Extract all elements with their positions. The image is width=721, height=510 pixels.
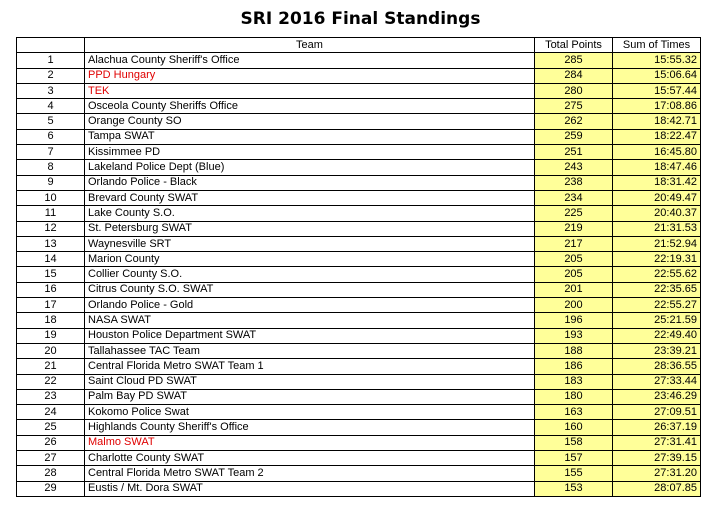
table-row <box>17 221 701 236</box>
rank-cell: 18 <box>17 313 85 328</box>
table-row <box>17 420 701 435</box>
table-row <box>17 53 701 68</box>
table-row <box>17 389 701 404</box>
sum-of-times-cell: 25:21.59 <box>613 313 701 328</box>
rank-cell: 16 <box>17 282 85 297</box>
table-row <box>17 298 701 313</box>
sum-of-times-cell: 15:57.44 <box>613 83 701 98</box>
sum-of-times-cell: 22:35.65 <box>613 282 701 297</box>
team-name-cell: Collier County S.O. <box>85 267 535 282</box>
table-row <box>17 435 701 450</box>
total-points-cell: 234 <box>535 190 613 205</box>
rank-cell: 15 <box>17 267 85 282</box>
table-row <box>17 343 701 358</box>
standings-body <box>17 53 701 497</box>
total-points-cell: 193 <box>535 328 613 343</box>
sum-of-times-cell: 27:33.44 <box>613 374 701 389</box>
sum-of-times-cell: 21:52.94 <box>613 236 701 251</box>
sum-of-times-cell: 28:36.55 <box>613 359 701 374</box>
total-points-cell: 157 <box>535 451 613 466</box>
team-name-cell: PPD Hungary <box>85 68 535 83</box>
sum-of-times-cell: 22:55.62 <box>613 267 701 282</box>
team-name-cell: Saint Cloud PD SWAT <box>85 374 535 389</box>
table-row <box>17 405 701 420</box>
total-points-cell: 153 <box>535 481 613 496</box>
rank-cell: 20 <box>17 343 85 358</box>
total-points-cell: 251 <box>535 145 613 160</box>
team-name-cell: St. Petersburg SWAT <box>85 221 535 236</box>
sum-of-times-cell: 23:39.21 <box>613 343 701 358</box>
sum-of-times-cell: 22:55.27 <box>613 298 701 313</box>
sum-of-times-cell: 21:31.53 <box>613 221 701 236</box>
total-points-cell: 188 <box>535 343 613 358</box>
total-points-cell: 275 <box>535 99 613 114</box>
rank-cell: 21 <box>17 359 85 374</box>
standings-table <box>16 37 701 497</box>
rank-cell: 9 <box>17 175 85 190</box>
team-name-cell: Citrus County S.O. SWAT <box>85 282 535 297</box>
team-name-cell: Kokomo Police Swat <box>85 405 535 420</box>
team-name-cell: Tampa SWAT <box>85 129 535 144</box>
rank-cell: 28 <box>17 466 85 481</box>
team-name-cell: Waynesville SRT <box>85 236 535 251</box>
team-name-cell: Marion County <box>85 252 535 267</box>
sum-of-times-cell: 18:42.71 <box>613 114 701 129</box>
table-row <box>17 451 701 466</box>
team-name-cell: Osceola County Sheriffs Office <box>85 99 535 114</box>
rank-cell: 23 <box>17 389 85 404</box>
team-name-cell: Orlando Police - Black <box>85 175 535 190</box>
sum-of-times-cell: 15:06.64 <box>613 68 701 83</box>
team-name-cell: Orlando Police - Gold <box>85 298 535 313</box>
sum-of-times-cell: 27:31.41 <box>613 435 701 450</box>
total-points-cell: 262 <box>535 114 613 129</box>
table-row <box>17 466 701 481</box>
total-points-cell: 183 <box>535 374 613 389</box>
sum-of-times-cell: 22:49.40 <box>613 328 701 343</box>
table-row <box>17 206 701 221</box>
table-row <box>17 252 701 267</box>
team-name-cell: Tallahassee TAC Team <box>85 343 535 358</box>
total-points-cell: 160 <box>535 420 613 435</box>
total-points-cell: 155 <box>535 466 613 481</box>
rank-cell: 26 <box>17 435 85 450</box>
team-column-header: Team <box>85 38 535 53</box>
sum-of-times-column-header: Sum of Times <box>613 38 701 53</box>
rank-cell: 14 <box>17 252 85 267</box>
team-name-cell: Houston Police Department SWAT <box>85 328 535 343</box>
rank-cell: 19 <box>17 328 85 343</box>
sum-of-times-cell: 27:09.51 <box>613 405 701 420</box>
table-row <box>17 175 701 190</box>
rank-cell: 3 <box>17 83 85 98</box>
rank-cell: 13 <box>17 236 85 251</box>
rank-cell: 17 <box>17 298 85 313</box>
rank-cell: 4 <box>17 99 85 114</box>
table-row <box>17 282 701 297</box>
table-row <box>17 359 701 374</box>
table-row <box>17 190 701 205</box>
team-name-cell: Orange County SO <box>85 114 535 129</box>
sum-of-times-cell: 28:07.85 <box>613 481 701 496</box>
sum-of-times-cell: 16:45.80 <box>613 145 701 160</box>
sum-of-times-cell: 18:22.47 <box>613 129 701 144</box>
team-name-cell: Alachua County Sheriff's Office <box>85 53 535 68</box>
team-name-cell: Central Florida Metro SWAT Team 1 <box>85 359 535 374</box>
total-points-cell: 284 <box>535 68 613 83</box>
rank-cell: 5 <box>17 114 85 129</box>
total-points-cell: 259 <box>535 129 613 144</box>
total-points-cell: 200 <box>535 298 613 313</box>
rank-cell: 6 <box>17 129 85 144</box>
rank-cell: 24 <box>17 405 85 420</box>
table-row <box>17 99 701 114</box>
rank-cell: 25 <box>17 420 85 435</box>
team-name-cell: Lake County S.O. <box>85 206 535 221</box>
rank-cell: 8 <box>17 160 85 175</box>
team-name-cell: NASA SWAT <box>85 313 535 328</box>
team-name-cell: Brevard County SWAT <box>85 190 535 205</box>
table-header-row <box>17 38 701 53</box>
total-points-cell: 243 <box>535 160 613 175</box>
total-points-cell: 201 <box>535 282 613 297</box>
team-name-cell: Highlands County Sheriff's Office <box>85 420 535 435</box>
sum-of-times-cell: 22:19.31 <box>613 252 701 267</box>
rank-cell: 22 <box>17 374 85 389</box>
page-title: SRI 2016 Final Standings <box>240 9 481 29</box>
rank-cell: 2 <box>17 68 85 83</box>
team-name-cell: Malmo SWAT <box>85 435 535 450</box>
team-name-cell: TEK <box>85 83 535 98</box>
sum-of-times-cell: 18:31.42 <box>613 175 701 190</box>
total-points-cell: 280 <box>535 83 613 98</box>
team-name-cell: Palm Bay PD SWAT <box>85 389 535 404</box>
table-row <box>17 267 701 282</box>
team-name-cell: Central Florida Metro SWAT Team 2 <box>85 466 535 481</box>
total-points-cell: 225 <box>535 206 613 221</box>
sum-of-times-cell: 27:39.15 <box>613 451 701 466</box>
rank-column-header <box>17 38 85 53</box>
sum-of-times-cell: 17:08.86 <box>613 99 701 114</box>
rank-cell: 7 <box>17 145 85 160</box>
table-row <box>17 328 701 343</box>
rank-cell: 1 <box>17 53 85 68</box>
sum-of-times-cell: 27:31.20 <box>613 466 701 481</box>
total-points-cell: 196 <box>535 313 613 328</box>
team-name-cell: Kissimmee PD <box>85 145 535 160</box>
total-points-cell: 158 <box>535 435 613 450</box>
team-name-cell: Charlotte County SWAT <box>85 451 535 466</box>
table-row <box>17 374 701 389</box>
sum-of-times-cell: 23:46.29 <box>613 389 701 404</box>
total-points-cell: 186 <box>535 359 613 374</box>
table-row <box>17 114 701 129</box>
total-points-cell: 285 <box>535 53 613 68</box>
sum-of-times-cell: 20:49.47 <box>613 190 701 205</box>
total-points-cell: 219 <box>535 221 613 236</box>
table-row <box>17 481 701 496</box>
rank-cell: 10 <box>17 190 85 205</box>
total-points-cell: 238 <box>535 175 613 190</box>
total-points-cell: 205 <box>535 252 613 267</box>
team-name-cell: Lakeland Police Dept (Blue) <box>85 160 535 175</box>
table-row <box>17 145 701 160</box>
total-points-cell: 205 <box>535 267 613 282</box>
table-row <box>17 68 701 83</box>
sum-of-times-cell: 20:40.37 <box>613 206 701 221</box>
table-row <box>17 313 701 328</box>
table-row <box>17 129 701 144</box>
rank-cell: 29 <box>17 481 85 496</box>
team-name-cell: Eustis / Mt. Dora SWAT <box>85 481 535 496</box>
sum-of-times-cell: 15:55.32 <box>613 53 701 68</box>
table-row <box>17 160 701 175</box>
rank-cell: 11 <box>17 206 85 221</box>
rank-cell: 27 <box>17 451 85 466</box>
total-points-cell: 217 <box>535 236 613 251</box>
rank-cell: 12 <box>17 221 85 236</box>
sum-of-times-cell: 18:47.46 <box>613 160 701 175</box>
total-points-column-header: Total Points <box>535 38 613 53</box>
table-row <box>17 83 701 98</box>
table-row <box>17 236 701 251</box>
total-points-cell: 163 <box>535 405 613 420</box>
total-points-cell: 180 <box>535 389 613 404</box>
sum-of-times-cell: 26:37.19 <box>613 420 701 435</box>
